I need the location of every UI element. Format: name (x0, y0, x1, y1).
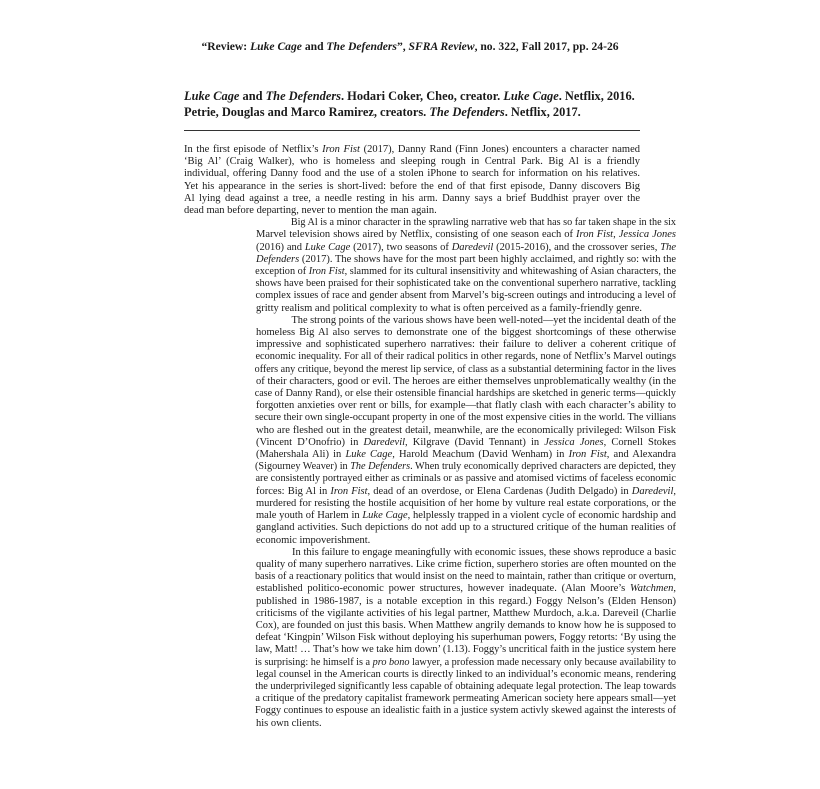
text-run: Petrie, Douglas and Marco Ramirez, creators. (184, 104, 430, 119)
text-line (184, 485, 677, 498)
text-line (184, 571, 677, 583)
italic-title-text: The Defenders (429, 104, 505, 119)
text-run: (Sigourney Weaver) in (255, 461, 351, 473)
text-run: offers any critique, beyond the merest lip service, of class as a substantial determining factor in the lives (254, 363, 676, 375)
text-run: defeat ‘Kingpin’ Wilson Fisk without deploying his superhuman powers, Foggy retorts: ‘By using the (255, 632, 676, 644)
text-run: , Kilgrave (David Tennant) in (405, 436, 545, 448)
text-run: published in 1986-1987, is a notable exception in this regard.) Foggy Nelson’s (Elden Henson) (256, 595, 677, 607)
italic-title-text: The (660, 241, 676, 253)
italic-title-text: The Defenders (350, 461, 411, 473)
text-run: of their characters, good or evil. The heroes are either themselves unproblematically wealthy (in the (256, 375, 676, 387)
text-run: Marvel television shows aired by Netflix, consisting of one season each of (256, 229, 577, 241)
review-body (184, 144, 677, 730)
italic-title-text: Defenders (256, 253, 300, 265)
text-line (184, 278, 677, 290)
text-run: (2016) and (256, 241, 305, 253)
text-run: a critique of the predatory capitalist framework permeating American society here appears small—yet (255, 693, 677, 705)
italic-title-text: pro bono (372, 656, 410, 668)
text-line (184, 363, 676, 376)
text-run: , slammed for its cultural insensitivity and whitewashing of Asian characters, the (344, 266, 677, 278)
text-line (184, 632, 676, 644)
italic-title-text: Luke Cage (184, 89, 240, 103)
text-line (184, 314, 677, 327)
body-paragraph (184, 546, 677, 730)
text-run: murdered for resisting the hostile acquisition of her home by vulture real estate corporations, or the (256, 497, 676, 509)
text-line (184, 241, 676, 254)
text-line (184, 424, 676, 437)
text-run: (2017), two seasons of (350, 241, 452, 253)
italic-title-text: Iron Fist (308, 266, 345, 278)
italic-title-text: Luke Cage (345, 449, 393, 461)
text-run: Big Al is a minor character in the sprawling narrative web that has so far taken shape in the six (290, 217, 676, 229)
text-line (184, 619, 676, 632)
text-run: (2017). The shows have for the most part been highly acclaimed, and rightly so: with the (299, 253, 676, 265)
text-line (184, 510, 676, 522)
text-run: his own clients. (256, 717, 322, 729)
italic-title-text: Watchmen (630, 583, 674, 595)
text-line (184, 327, 677, 339)
citation-suffix: , no. 322, Fall 2017, pp. 24-26 (474, 40, 619, 53)
text-line (184, 693, 677, 705)
citation-prefix: “Review: (201, 40, 251, 53)
text-line (184, 607, 676, 620)
text-line (184, 375, 676, 388)
italic-title-text: Luke Cage (503, 89, 559, 103)
text-run: , Cornell Stokes (603, 436, 676, 448)
review-heading-line (184, 105, 644, 121)
text-run: , (673, 485, 677, 497)
text-line (184, 266, 677, 278)
text-line (184, 351, 677, 363)
text-run: are consistently portrayed either as criminals or as passive and atomised victims of faceless economic (255, 473, 676, 485)
text-run: ‘Big Al’ (Craig Walker), who is homeless and sleeping rough in Central Park. Big Al is a friendly (184, 156, 640, 168)
text-run: male youth of Harlem in (256, 510, 363, 522)
text-run: quality of many superhero narratives. Like crime fiction, superhero stories are often mounted on the (256, 558, 676, 570)
text-line (184, 302, 643, 315)
text-line (184, 168, 640, 180)
italic-title-text: Jessica Jones (618, 229, 677, 241)
text-line (184, 473, 676, 485)
text-run: , dead of an overdose, or Elena Cardenas (Judith Delgado) in (367, 485, 632, 497)
citation-and: and (301, 40, 327, 53)
text-run: and (239, 89, 266, 103)
text-run: who are fleshed out in the greatest detail, meanwhile, are the economically privileged: Wilson Fisk (256, 424, 676, 436)
text-run: In this failure to engage meaningfully with economic issues, these shows reproduce a basic (292, 546, 677, 558)
text-run: , and Alexandra (606, 449, 677, 461)
text-line (184, 680, 676, 693)
text-line (184, 546, 677, 559)
text-run: , (613, 229, 619, 241)
text-line (184, 595, 677, 608)
text-run: economic inequality. For all of their radical politics in other regards, none of Netflix’s Marvel outings (255, 351, 677, 363)
text-line (184, 253, 676, 266)
italic-title-text: Luke Cage (362, 510, 408, 522)
text-run: complex issues of race and gender absent from Marvel’s big-screen outings and introducing a level of (255, 290, 676, 302)
text-run: law, Matt! … That’s how we take him down’ (1.13). Foggy’s uncritical faith in the justice system here (255, 644, 677, 656)
citation-title-defenders: The Defenders (326, 40, 397, 53)
text-line (184, 461, 677, 473)
citation-separator: ”, (396, 40, 409, 53)
citation-title-luke-cage: Luke Cage (250, 40, 302, 53)
text-run: (Vincent D’Onofrio) in (256, 436, 364, 448)
text-run: , (673, 583, 676, 595)
text-line (184, 497, 676, 510)
text-run: impressive and sophisticated superhero narratives: their failure to deliver a coherent critique of (256, 339, 676, 351)
text-run: forces: Big Al in (256, 485, 331, 497)
text-run: exception of (255, 266, 309, 278)
body-paragraph (184, 144, 640, 217)
text-run: established politico-economic power structures, however inadequate. (Alan Moore’s (256, 583, 631, 595)
text-run: (2015-2016), and the crossover series, (493, 241, 661, 253)
text-line (184, 522, 677, 534)
text-run: dead man before departing, never to mention the man again. (184, 205, 437, 217)
text-run: economic impoverishment. (256, 534, 371, 546)
italic-title-text: Iron Fist (322, 144, 360, 155)
text-run: . Netflix, 2016. (558, 89, 635, 103)
text-line (184, 217, 676, 229)
text-line (184, 705, 676, 717)
text-line (184, 193, 640, 205)
text-run: secure their own single-occupant property in one of the most expensive cities in the world. The villians (255, 412, 676, 424)
review-heading-line (184, 89, 644, 105)
text-line (184, 400, 676, 412)
review-heading (184, 89, 644, 120)
text-line (184, 449, 677, 461)
heading-divider (184, 130, 640, 131)
italic-title-text: Iron Fist (330, 485, 368, 497)
text-run: gangland activities. Such depictions do not add up to a structured critique of the human realities of (256, 522, 677, 534)
text-run: individual, offering Danny food and the use of a stolen iPhone to search for information on his relatives. (184, 168, 640, 180)
text-run: case of Danny Rand), or else their ostensible financial hardships are sketched in generic terms—quickly (254, 388, 676, 400)
text-line (184, 535, 640, 547)
text-line (184, 339, 676, 351)
text-line (184, 436, 676, 449)
italic-title-text: Iron Fist (576, 229, 614, 241)
citation-journal: SFRA Review (408, 40, 475, 53)
italic-title-text: Daredevil (451, 241, 494, 253)
text-line (184, 583, 676, 595)
italic-title-text: Jessica Jones (544, 436, 604, 448)
text-run: basis of a reactionary politics that would insist on the need to maintain, rather than critique or overturn, (254, 571, 677, 583)
text-run: (2017), Danny Rand (Finn Jones) encounters a character named (359, 144, 641, 155)
italic-title-text: Daredevil (631, 485, 674, 497)
text-line (184, 205, 640, 217)
text-run: Cox), are founded on just this basis. When Matthew angrily demands to know how he is supposed to (255, 619, 676, 631)
text-line (184, 656, 677, 669)
text-run: , Harold Meachum (David Wenham) in (392, 449, 569, 461)
text-run: Foggy continues to espouse an idealistic faith in a justice system activly skewed against the interests of (254, 705, 676, 717)
text-line (184, 229, 677, 241)
text-line (184, 412, 676, 424)
text-line (184, 718, 640, 730)
text-run: criticisms of the vigilante activities of his legal partner, Matthew Murdoch, a.k.a. Dareveil (Charlie (256, 607, 676, 619)
italic-title-text: Iron Fist (568, 449, 607, 461)
text-run: homeless Big Al also serves to demonstrate one of the biggest shortcomings of these otherwise (256, 327, 677, 339)
italic-title-text: The Defenders (265, 89, 341, 103)
text-run: (Mahershala Ali) in (256, 449, 346, 461)
text-run: In the first episode of Netflix’s (184, 144, 323, 155)
text-run: lawyer, a profession made necessary only because availability to (409, 656, 677, 668)
text-run: is surprising: he himself is a (255, 656, 373, 668)
citation-header (0, 40, 820, 54)
text-line (184, 668, 677, 681)
text-run: . Netflix, 2017. (504, 104, 581, 119)
italic-title-text: Daredevil (363, 436, 406, 448)
text-run: . When truly economically deprived characters are depicted, they (410, 461, 677, 473)
text-line (184, 290, 676, 302)
text-run: The strong points of the various shows have been well-noted—yet the incidental death of the (291, 314, 677, 326)
text-run: the underprivileged significantly less capable of obtaining adequate legal protection. The leap towards (255, 680, 676, 692)
text-run: . Hodari Coker, Cheo, creator. (340, 89, 504, 103)
text-run: Yet his appearance in the series is short-lived: before the end of that first episode, Danny discovers Big (184, 180, 640, 192)
body-paragraph (184, 314, 677, 547)
text-run: gritty realism and political complexity to what is often perceived as a family-friendly genre. (256, 302, 643, 314)
text-line (184, 388, 676, 400)
text-line (184, 644, 677, 656)
italic-title-text: Luke Cage (304, 241, 351, 253)
text-line (184, 558, 676, 571)
text-line (184, 156, 640, 168)
text-line (184, 144, 640, 156)
text-line (184, 181, 640, 193)
text-run: forgotten anxieties over rent or bills, for example—that flatly clash with each character’s ability to (256, 400, 676, 412)
text-run: Al lying dead against a tree, a needle resting in his arm. Danny says a brief Buddhist prayer over the (184, 192, 641, 204)
body-paragraph (184, 217, 677, 315)
text-run: , helplessly trapped in a violent cycle of economic hardship and (407, 510, 676, 522)
text-run: legal counsel in the American courts is directly linked to an individual’s economic means, rendering (255, 668, 677, 680)
text-run: shows have been praised for their sophisticated take on the conventional superhero narrative, tackling (255, 278, 677, 290)
